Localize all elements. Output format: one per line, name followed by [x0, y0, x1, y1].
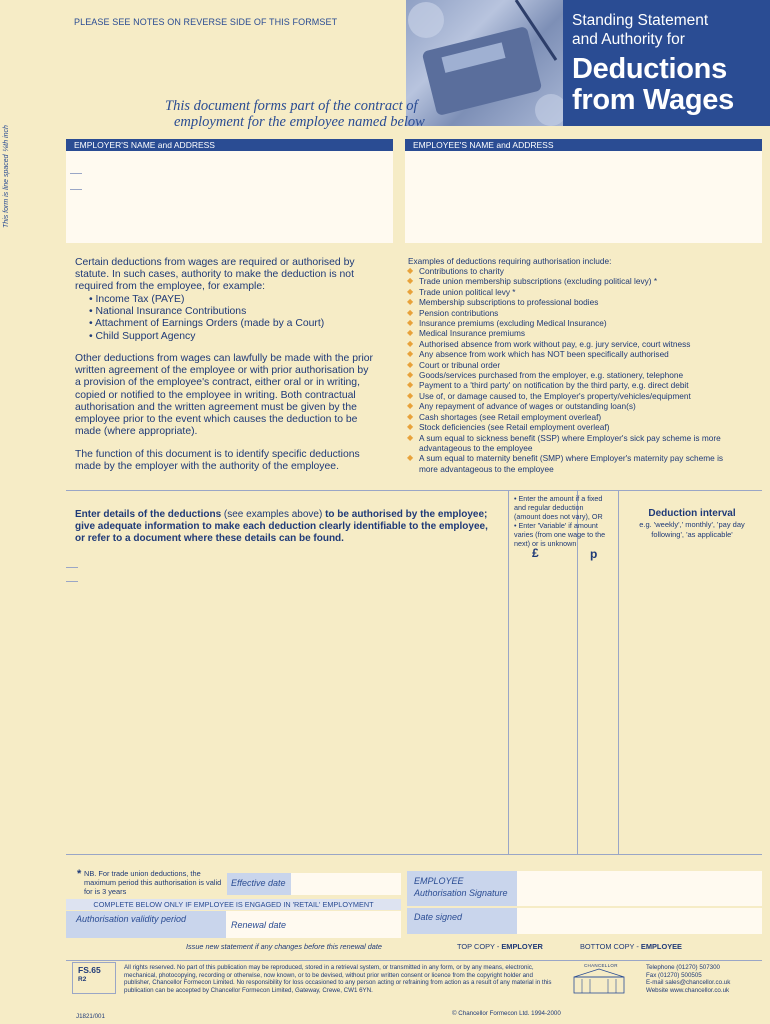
effective-date-label: Effective date	[227, 873, 291, 895]
title-line-big-2: from Wages	[572, 84, 734, 116]
example-item: ◆ Medical Insurance premiums	[407, 328, 727, 338]
bottom-copy-prefix: BOTTOM COPY -	[580, 942, 641, 951]
trade-union-note: NB. For trade union deductions, the maximum period this authorisation is valid for is 3 years	[84, 869, 222, 897]
interval-column-header: Deduction interval	[648, 508, 736, 519]
pounds-column-header: £	[532, 546, 539, 560]
form-code: FS.65	[78, 965, 101, 975]
auth-signature-label: Authorisation Signature	[414, 888, 508, 898]
example-item: ◆ A sum equal to maternity benefit (SMP) where Employer's maternity pay scheme is more advantageous to the employee	[407, 453, 727, 474]
amount-note-variable: • Enter 'Variable' if amount varies (from one wage to the next) or is unknown	[514, 521, 606, 548]
date-signed-field[interactable]	[517, 908, 762, 934]
top-copy-prefix: TOP COPY -	[457, 942, 502, 951]
title-panel	[563, 0, 770, 126]
email: E-mail sales@chancellor.co.uk	[646, 979, 731, 987]
trade-union-star: *	[77, 868, 82, 880]
example-item: ◆ Trade union political levy *	[407, 287, 727, 297]
top-copy-owner: EMPLOYER	[501, 942, 543, 951]
fax: Fax (01270) 500505	[646, 971, 702, 979]
example-item: ◆ Authorised absence from work without pay, e.g. jury service, court witness	[407, 339, 727, 349]
interval-hint: e.g. 'weekly',' monthly', 'pay day following', 'as applicable'	[639, 520, 745, 539]
example-item: ◆ Court or tribunal order	[407, 360, 727, 370]
statutory-item: • Child Support Agency	[89, 330, 196, 342]
top-copy-label	[457, 942, 543, 951]
bottom-copy-owner: EMPLOYEE	[640, 942, 682, 951]
example-item: ◆ Any absence from work which has NOT been specifically authorised	[407, 349, 727, 359]
amount-note-fixed: • Enter the amount if a fixed and regular deduction (amount does not vary), OR	[514, 494, 603, 521]
print-code: J1821/001	[76, 1013, 105, 1020]
example-item: ◆ Stock deficiencies (see Retail employment overleaf)	[407, 422, 727, 432]
contractual-paragraph: Other deductions from wages can lawfully be made with the prior written agreement of the employee or with prior authorisation by a provision of the employee's contract, either oral or in writing, copied or notified to the employee in writing. Both contractual authorisation and the written agreement must be given by the employee prior to the event which causes the deduction to be made (where appropriate).	[75, 353, 374, 438]
employer-address-box[interactable]	[66, 139, 393, 243]
title-line-big-1: Deductions	[572, 53, 727, 85]
statutory-item: • National Insurance Contributions	[89, 306, 247, 318]
contract-statement-1: This document forms part of the contract of	[165, 98, 418, 114]
effective-date-field[interactable]	[291, 873, 401, 895]
telephone: Telephone (01270) 507300	[646, 964, 720, 971]
statutory-intro: Certain deductions from wages are required or authorised by statute. In such cases, authority to make the deduction is not required from the employee, for example:	[75, 257, 355, 293]
employee-signature-field[interactable]	[517, 871, 762, 906]
form-revision: R2	[78, 976, 87, 983]
employee-address-label: EMPLOYEE'S NAME and ADDRESS	[405, 139, 762, 151]
title-line-small-2: and Authority for	[572, 31, 685, 48]
example-item: ◆ Pension contributions	[407, 308, 727, 318]
example-item: ◆ A sum equal to sickness benefit (SSP) where Employer's sick pay scheme is more advantageous to the employee	[407, 433, 727, 454]
example-item: ◆ Insurance premiums (excluding Medical Insurance)	[407, 318, 727, 328]
employee-address-box[interactable]	[405, 139, 762, 243]
date-signed-label: Date signed	[407, 908, 517, 934]
title-line-small-1: Standing Statement	[572, 12, 709, 29]
deductions-instructions	[75, 509, 495, 545]
employer-address-label: EMPLOYER'S NAME and ADDRESS	[66, 139, 393, 151]
example-item: ◆ Goods/services purchased from the employer, e.g. stationery, telephone	[407, 370, 727, 380]
example-item: ◆ Payment to a 'third party' on notification by the third party, e.g. direct debit	[407, 380, 727, 390]
auth-validity-label: Authorisation validity period	[66, 911, 226, 938]
example-item: ◆ Use of, or damage caused to, the Employer's property/vehicles/equipment	[407, 391, 727, 401]
copyright-notice: © Chancellor Formecon Ltd. 1994-2000	[452, 1010, 561, 1017]
chancellor-building-icon	[566, 963, 632, 997]
rights-notice: All rights reserved. No part of this publication may be reproduced, stored in a retrieval system, or transmitted in any form, or by any means, electronic, mechanical, photocopying, recording or otherwise, now known, or to be devised, without prior written consent or licence from the copyright holder and publisher, Chancellor Formecon Limited. No responsibility for loss occasioned to any person acting or refraining from action as a result of any material in this publication can be accepted by Chancellor Formecon Limited, Gateway, Crewe, CW1 6YN.	[124, 964, 552, 994]
example-item: ◆ Contributions to charity	[407, 266, 727, 276]
example-item: ◆ Any repayment of advance of wages or outstanding loan(s)	[407, 401, 727, 411]
form-code-box	[72, 962, 116, 994]
contact-details	[646, 964, 766, 994]
examples-list	[407, 266, 727, 474]
chancellor-logo	[566, 963, 632, 997]
renewal-date-area[interactable]	[226, 911, 401, 938]
calculator-coins-image	[406, 0, 563, 126]
instructions-rest: to be authorised by the employee; give adequate information to make each deduction clearly identifiable to the employee, or refer to a document where these details can be found.	[75, 509, 488, 544]
function-paragraph: The function of this document is to identify specific deductions made by the employer with the authority of the employee.	[75, 449, 360, 473]
website: Website www.chancellor.co.uk	[646, 986, 730, 994]
line-spacing-note: This form is line spaced ⅙th inch	[3, 125, 10, 228]
example-item: ◆ Cash shortages (see Retail employment overleaf)	[407, 412, 727, 422]
contract-statement-2: employment for the employee named below	[174, 114, 425, 130]
example-item: ◆ Trade union membership subscriptions (excluding political levy) *	[407, 276, 727, 286]
pence-column-header: p	[590, 547, 598, 561]
example-item: ◆ Membership subscriptions to professional bodies	[407, 297, 727, 307]
renewal-date-label: Renewal date	[231, 920, 287, 930]
examples-heading: Examples of deductions requiring authorisation include:	[408, 256, 612, 266]
statutory-item: • Income Tax (PAYE)	[89, 294, 185, 305]
instructions-lead: Enter details of the deductions	[75, 509, 222, 520]
employee-label: EMPLOYEE	[414, 876, 464, 886]
statutory-list	[89, 294, 379, 343]
bottom-copy-label	[580, 942, 682, 951]
header-photo	[406, 0, 563, 126]
notes-reference: PLEASE SEE NOTES ON REVERSE SIDE OF THIS FORMSET	[74, 17, 338, 27]
retail-note: COMPLETE BELOW ONLY IF EMPLOYEE IS ENGAGED IN 'RETAIL' EMPLOYMENT	[66, 899, 401, 910]
logo-wordmark: CHANCELLOR	[584, 963, 618, 968]
employee-signature-label	[407, 871, 517, 906]
instructions-aside: (see examples above)	[221, 509, 326, 520]
renewal-note: Issue new statement if any changes before this renewal date	[186, 942, 382, 951]
statutory-item: • Attachment of Earnings Orders (made by a Court)	[89, 318, 325, 330]
